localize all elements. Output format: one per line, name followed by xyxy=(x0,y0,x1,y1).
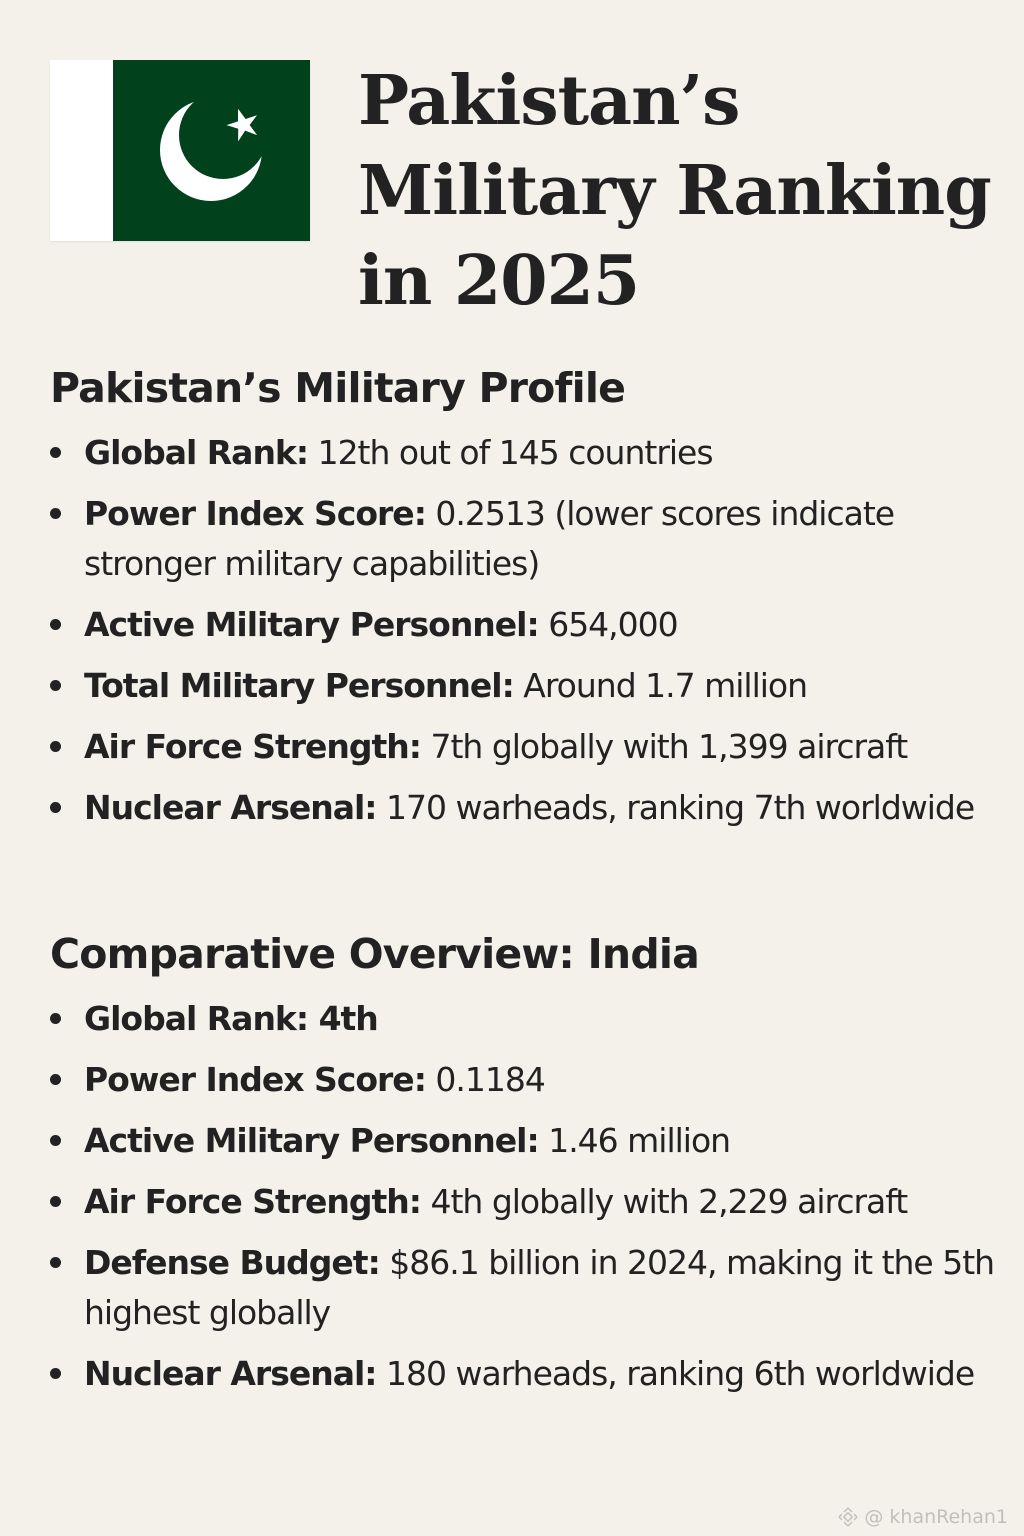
list-item-defense-budget xyxy=(50,1238,1000,1338)
flag-white-stripe xyxy=(50,60,113,241)
watermark xyxy=(838,1506,1008,1528)
pakistan-profile-list xyxy=(50,428,1000,833)
item-label: Global Rank: xyxy=(84,433,309,472)
india-overview-heading: Comparative Overview: India xyxy=(50,930,699,978)
bullet-icon xyxy=(50,1074,61,1085)
list-item-air-force xyxy=(50,1177,1000,1227)
list-item-total-personnel xyxy=(50,661,1000,711)
item-value: 1.46 million xyxy=(538,1121,731,1160)
title-line-2: Military Ranking xyxy=(358,151,991,231)
item-value: $86.1 billion in 2024, making it the 5th highest globally xyxy=(84,1243,995,1332)
flag-green-field xyxy=(113,60,310,241)
item-label: Power Index Score: xyxy=(84,1060,426,1099)
bullet-icon xyxy=(50,741,61,752)
list-item-nuclear-arsenal xyxy=(50,1349,1000,1399)
bullet-icon xyxy=(50,680,61,691)
item-label: Air Force Strength: xyxy=(84,727,421,766)
title-line-3: in 2025 xyxy=(358,241,640,321)
item-value: 0.1184 xyxy=(425,1060,545,1099)
bullet-icon xyxy=(50,1013,61,1024)
bullet-icon xyxy=(50,1257,61,1268)
item-label: Power Index Score: xyxy=(84,494,426,533)
list-item-active-personnel xyxy=(50,1116,1000,1166)
item-label: Nuclear Arsenal: xyxy=(84,788,377,827)
item-value: 12th out of 145 countries xyxy=(308,433,713,472)
item-value: 180 warheads, ranking 6th worldwide xyxy=(376,1354,975,1393)
item-label: Nuclear Arsenal: xyxy=(84,1354,377,1393)
item-label: Active Military Personnel: xyxy=(84,1121,539,1160)
india-overview-section xyxy=(50,922,1000,1410)
title-line-1: Pakistan’s xyxy=(358,61,740,141)
item-value: 4th globally with 2,229 aircraft xyxy=(420,1182,908,1221)
item-label: Defense Budget: xyxy=(84,1243,380,1282)
watermark-text: @ khanRehan1 xyxy=(864,1506,1008,1528)
pakistan-profile-heading: Pakistan’s Military Profile xyxy=(50,364,626,412)
item-value: 7th globally with 1,399 aircraft xyxy=(420,727,908,766)
india-overview-list xyxy=(50,994,1000,1399)
bullet-icon xyxy=(50,447,61,458)
item-value: Around 1.7 million xyxy=(513,666,808,705)
page-header xyxy=(0,0,1024,340)
list-item-active-personnel xyxy=(50,600,1000,650)
page-title xyxy=(358,56,1018,326)
item-value: 0.2513 (lower scores indicate stronger military capabilities) xyxy=(84,494,895,583)
bullet-icon xyxy=(50,1368,61,1379)
list-item-power-index xyxy=(50,489,1000,589)
list-item-power-index xyxy=(50,1055,1000,1105)
binance-logo-icon xyxy=(838,1507,858,1527)
list-item-nuclear-arsenal xyxy=(50,783,1000,833)
list-item-air-force xyxy=(50,722,1000,772)
list-item-global-rank xyxy=(50,428,1000,478)
bullet-icon xyxy=(50,802,61,813)
bullet-icon xyxy=(50,508,61,519)
item-value: 654,000 xyxy=(538,605,678,644)
pakistan-flag xyxy=(50,60,310,241)
item-value: 170 warheads, ranking 7th worldwide xyxy=(376,788,975,827)
bullet-icon xyxy=(50,1196,61,1207)
pakistan-profile-section xyxy=(50,356,1000,844)
item-label: Active Military Personnel: xyxy=(84,605,539,644)
list-item-global-rank xyxy=(50,994,1000,1044)
item-label: Global Rank: 4th xyxy=(84,999,378,1038)
item-label: Air Force Strength: xyxy=(84,1182,421,1221)
crescent-star-icon xyxy=(113,60,310,241)
bullet-icon xyxy=(50,1135,61,1146)
bullet-icon xyxy=(50,619,61,630)
item-label: Total Military Personnel: xyxy=(84,666,514,705)
